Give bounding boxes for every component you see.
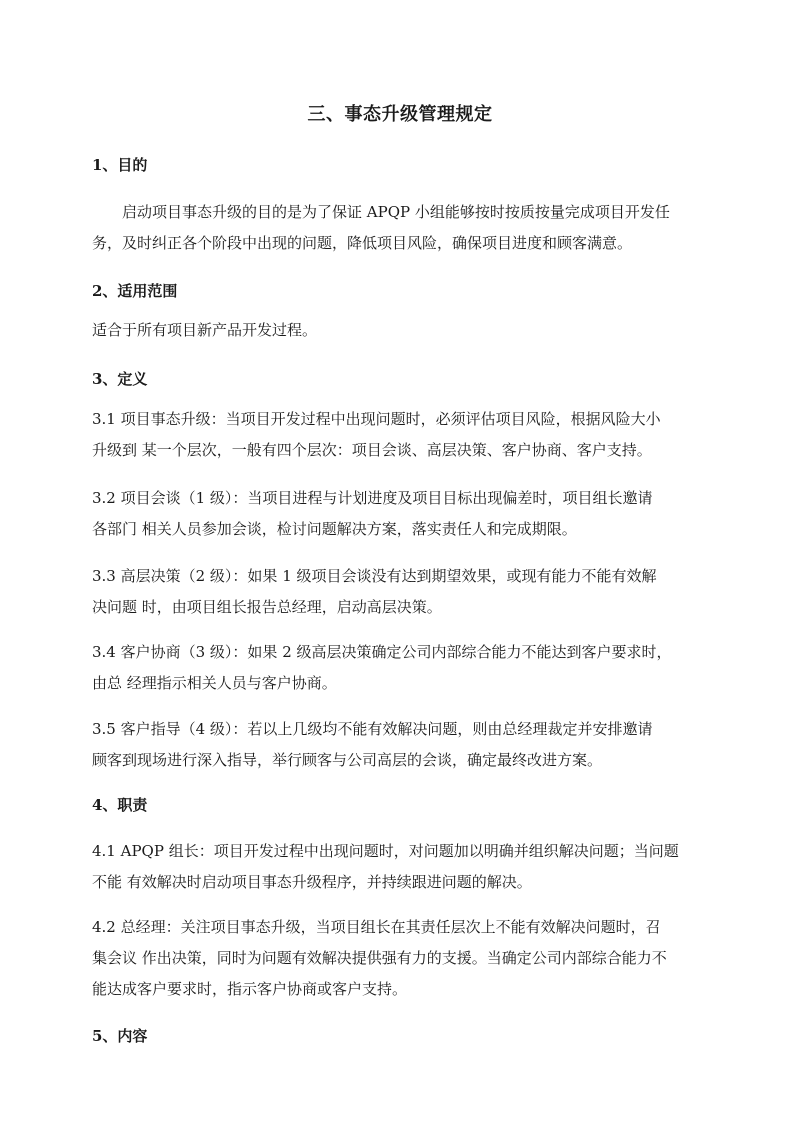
text-line: 集会议 作出决策，同时为问题有效解决提供强有力的支援。当确定公司内部综合能力不 <box>92 949 667 967</box>
text-line: 4.1 APQP 组长：项目开发过程中出现问题时，对问题加以明确并组织解决问题；当问题 <box>92 842 679 860</box>
text-line: 3.5 客户指导（4 级）：若以上几级均不能有效解决问题，则由总经理裁定并安排邀请 <box>92 720 653 738</box>
text-line: 能达成客户要求时，指示客户协商或客户支持。 <box>92 980 408 998</box>
text-line: 由总 经理指示相关人员与客户协商。 <box>92 674 337 692</box>
text-line: 3.4 客户协商（3 级）：如果 2 级高层决策确定公司内部综合能力不能达到客户要求时， <box>92 643 672 661</box>
paragraph-definition-3-3 <box>92 561 712 623</box>
text-line: 不能 有效解决时启动项目事态升级程序，并持续跟进问题的解决。 <box>92 873 532 891</box>
text-line: 各部门 相关人员参加会谈，检讨问题解决方案，落实责任人和完成期限。 <box>92 520 577 538</box>
paragraph-responsibility-4-1 <box>92 836 712 898</box>
text-line: 3.3 高层决策（2 级）：如果 1 级项目会谈没有达到期望效果，或现有能力不能有效解 <box>92 567 657 585</box>
text-line: 3.2 项目会谈（1 级）：当项目进程与计划进度及项目目标出现偏差时，项目组长邀请 <box>92 489 653 507</box>
paragraph-definition-3-2 <box>92 483 712 545</box>
text-line: 务，及时纠正各个阶段中出现的问题，降低项目风险，确保项目进度和顾客满意。 <box>92 234 633 252</box>
paragraph-responsibility-4-2 <box>92 912 712 1005</box>
paragraph-scope <box>92 315 712 346</box>
paragraph-definition-3-1 <box>92 404 712 466</box>
text-line: 升级到 某一个层次，一般有四个层次：项目会谈、高层决策、客户协商、客户支持。 <box>92 441 652 459</box>
page-title: 三、事态升级管理规定 <box>307 104 493 125</box>
section-heading-scope: 2、适用范围 <box>92 282 178 300</box>
section-heading-definitions: 3、定义 <box>92 370 148 388</box>
text-line: 4.2 总经理：关注项目事态升级，当项目组长在其责任层次上不能有效解决问题时，召 <box>92 918 661 936</box>
section-heading-purpose: 1、目的 <box>92 156 148 174</box>
text-line: 适合于所有项目新产品开发过程。 <box>92 321 318 339</box>
section-heading-content: 5、内容 <box>92 1027 148 1045</box>
text-line: 启动项目事态升级的目的是为了保证 APQP 小组能够按时按质按量完成项目开发任 <box>122 203 670 221</box>
text-line: 顾客到现场进行深入指导，举行顾客与公司高层的会谈，确定最终改进方案。 <box>92 751 603 769</box>
paragraph-purpose <box>92 197 712 259</box>
text-line: 决问题 时，由项目组长报告总经理，启动高层决策。 <box>92 598 442 616</box>
section-heading-responsibilities: 4、职责 <box>92 796 148 814</box>
text-line: 3.1 项目事态升级：当项目开发过程中出现问题时，必须评估项目风险，根据风险大小 <box>92 410 661 428</box>
paragraph-definition-3-5 <box>92 714 712 776</box>
paragraph-definition-3-4 <box>92 637 712 699</box>
